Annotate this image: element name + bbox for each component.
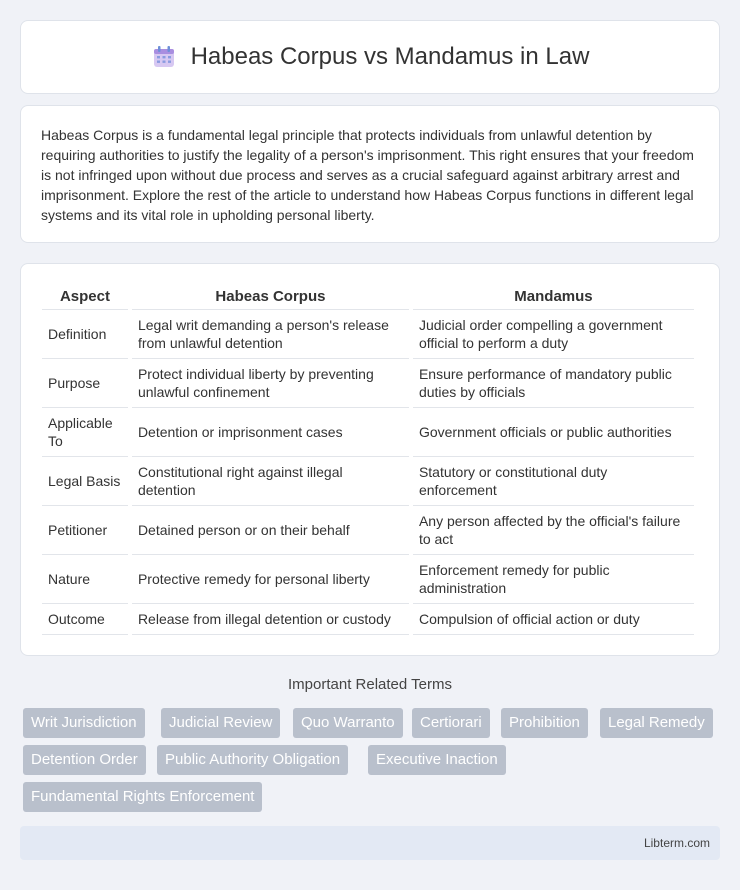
- comparison-table: [38, 284, 698, 635]
- row-aspect: Nature: [42, 555, 128, 604]
- table-row: [42, 359, 694, 408]
- row-mandamus: Ensure performance of mandatory public duties by officials: [413, 359, 694, 408]
- row-habeas-corpus: Legal writ demanding a person's release from unlawful detention: [132, 310, 409, 359]
- table-header-row: [42, 284, 694, 310]
- row-habeas-corpus: Constitutional right against illegal detention: [132, 457, 409, 506]
- row-mandamus: Enforcement remedy for public administration: [413, 555, 694, 604]
- table-row: [42, 457, 694, 506]
- row-aspect: Applicable To: [42, 408, 128, 457]
- footer-site-link[interactable]: Libterm.com: [643, 836, 710, 850]
- header-aspect: Aspect: [42, 284, 128, 310]
- related-term-tag[interactable]: Certiorari: [412, 708, 490, 738]
- table-row: [42, 408, 694, 457]
- related-term-tag[interactable]: Legal Remedy: [600, 708, 713, 738]
- related-term-tag[interactable]: Public Authority Obligation: [157, 745, 348, 775]
- row-aspect: Legal Basis: [42, 457, 128, 506]
- row-aspect: Outcome: [42, 604, 128, 635]
- intro-text: Habeas Corpus is a fundamental legal principle that protects individuals from unlawful detention by requiring authorities to justify the legality of a person's imprisonment. This right ensures that your freedom is not infringed upon without due process and serves as a crucial safeguard against arbitrary arrest and imprisonment. Explore the rest of the article to understand how Habeas Corpus functions in different legal systems and its vital role in upholding personal liberty.: [41, 127, 694, 223]
- related-term-tag[interactable]: Judicial Review: [161, 708, 280, 738]
- header-habeas-corpus: Habeas Corpus: [132, 284, 409, 310]
- table-row: [42, 604, 694, 635]
- related-terms-title: Important Related Terms: [288, 676, 452, 693]
- header-mandamus: Mandamus: [413, 284, 694, 310]
- table-row: [42, 555, 694, 604]
- row-habeas-corpus: Protective remedy for personal liberty: [132, 555, 409, 604]
- calendar-icon: [151, 44, 177, 70]
- row-aspect: Petitioner: [42, 506, 128, 555]
- row-mandamus: Any person affected by the official's failure to act: [413, 506, 694, 555]
- table-row: [42, 506, 694, 555]
- row-habeas-corpus: Detention or imprisonment cases: [132, 408, 409, 457]
- related-term-tag[interactable]: Executive Inaction: [368, 745, 506, 775]
- row-aspect: Definition: [42, 310, 128, 359]
- related-term-tag[interactable]: Fundamental Rights Enforcement: [23, 782, 262, 812]
- related-term-tag[interactable]: Detention Order: [23, 745, 146, 775]
- row-aspect: Purpose: [42, 359, 128, 408]
- comparison-table-card: [20, 263, 720, 656]
- table-row: [42, 310, 694, 359]
- related-term-tag[interactable]: Quo Warranto: [293, 708, 403, 738]
- row-habeas-corpus: Release from illegal detention or custody: [132, 604, 409, 635]
- row-habeas-corpus: Protect individual liberty by preventing unlawful confinement: [132, 359, 409, 408]
- row-mandamus: Government officials or public authorities: [413, 408, 694, 457]
- page-title: Habeas Corpus vs Mandamus in Law: [190, 43, 590, 70]
- related-term-tag[interactable]: Prohibition: [501, 708, 588, 738]
- row-mandamus: Statutory or constitutional duty enforcement: [413, 457, 694, 506]
- related-term-tag[interactable]: Writ Jurisdiction: [23, 708, 145, 738]
- row-mandamus: Judicial order compelling a government official to perform a duty: [413, 310, 694, 359]
- row-mandamus: Compulsion of official action or duty: [413, 604, 694, 635]
- intro-card: [20, 105, 720, 243]
- footer: [20, 826, 720, 860]
- title-card: [20, 20, 720, 94]
- row-habeas-corpus: Detained person or on their behalf: [132, 506, 409, 555]
